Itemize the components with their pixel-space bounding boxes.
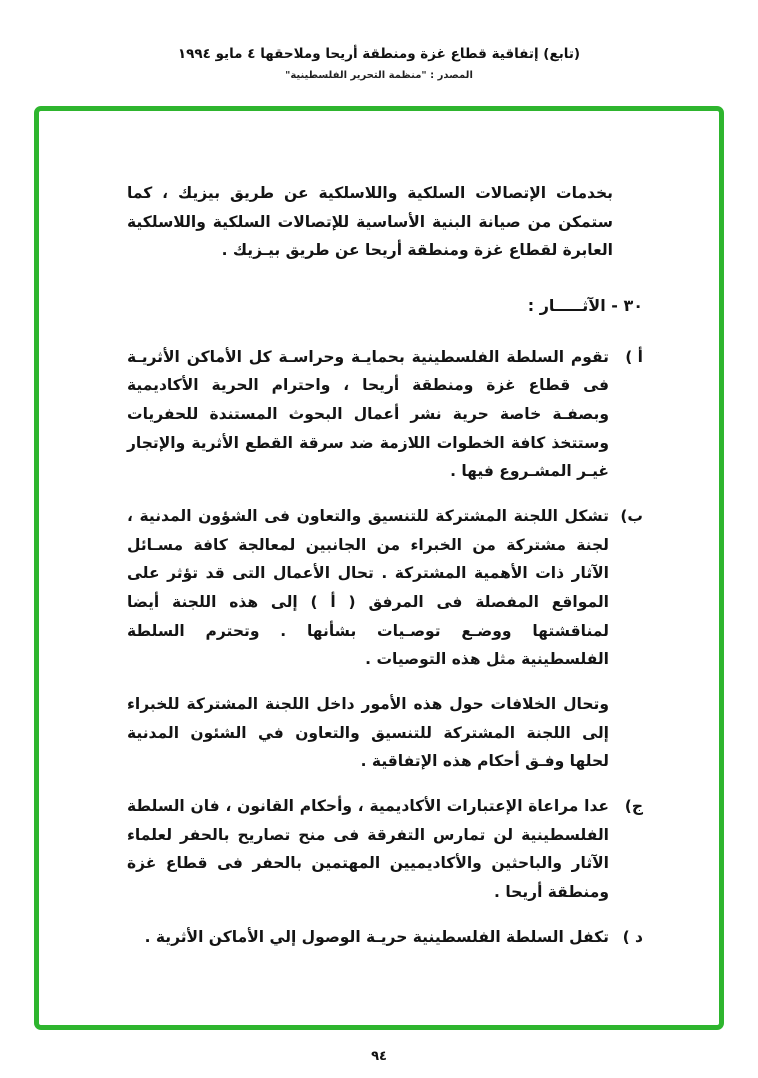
item-text: وتحال الخلافات حول هذه الأمور داخل اللجنة المشتركة للخبراء إلى اللجنة المشتركة للتنسيق والتعاون في الشئون المدنية لحلها وفـق أحكام هذه الإتفاقية . xyxy=(127,695,609,771)
item-text: تشكل اللجنة المشتركة للتنسيق والتعاون فى الشؤون المدنية ، لجنة مشتركة من الخبراء من الجانبين لمعالجة كافة مسـائل الآثار ذات الأهمية المشتركة . تحال الأعمال التى قد تؤثر على المواقع المفصلة فى المرفق ( أ ) إلى هذه اللجنة أيضا لمناقشتها ووضـع توصـيات بشأنها . وتحترم السلطة الفلسطينية مثل هذه التوصيات . xyxy=(127,506,609,669)
intro-paragraph: بخدمات الإتصالات السلكية واللاسلكية عن طريق بيزيك ، كما ستمكن من صيانة البنية الأساسية للإتصالات السلكية واللاسلكية العابرة لقطاع غزة ومنطقة أريحا عن طريق بيـزيك . xyxy=(127,184,613,260)
item-marker: ج) xyxy=(624,797,643,816)
green-border-frame xyxy=(34,106,724,1030)
list-item xyxy=(127,923,643,952)
item-marker xyxy=(609,690,643,776)
item-marker: د ) xyxy=(622,927,643,946)
document-header xyxy=(0,46,758,81)
item-text: تقوم السلطة الفلسطينية بحمايـة وحراسـة كل الأماكن الأثريـة فى قطاع غزة ومنطقة أريحا ، واحترام الحرية الأكاديمية وبصفـة خاصة حرية نشر أعمال البحوث المستندة للحفريات وستتخذ كافة الخطوات اللازمة ضد سرقة القطع الأثرية والإتجار غيـر المشـروع فيها . xyxy=(127,347,609,481)
item-text: عدا مراعاة الإعتبارات الأكاديمية ، وأحكام القانون ، فان السلطة الفلسطينية لن تمارس التفرقة فى منح تصاريح بالحفر لعلماء الآثار والباحثين والأكاديميين المهتمين بالحفر فى قطاع غزة ومنطقة أريحا . xyxy=(127,797,609,902)
list-item xyxy=(127,502,643,674)
page-number: ٩٤ xyxy=(371,1049,387,1064)
list-item xyxy=(127,343,643,486)
page-footer xyxy=(0,1045,758,1064)
document-title: (تابع) إتفاقية قطاع غزة ومنطقة أريحا وملاحقها ٤ مايو ١٩٩٤ xyxy=(177,46,581,62)
item-text: تكفل السلطة الفلسطينية حريـة الوصول إلي الأماكن الأثرية . xyxy=(144,927,609,946)
continuation-paragraph xyxy=(127,690,643,776)
section-heading: ٣٠ - الآثـــــار : xyxy=(527,296,643,316)
document-content xyxy=(127,179,643,967)
document-source: المصدر : "منظمة التحرير الفلسطينية" xyxy=(285,70,473,81)
list-item xyxy=(127,792,643,907)
item-marker: أ ) xyxy=(625,347,643,366)
item-marker: ب) xyxy=(620,506,643,525)
